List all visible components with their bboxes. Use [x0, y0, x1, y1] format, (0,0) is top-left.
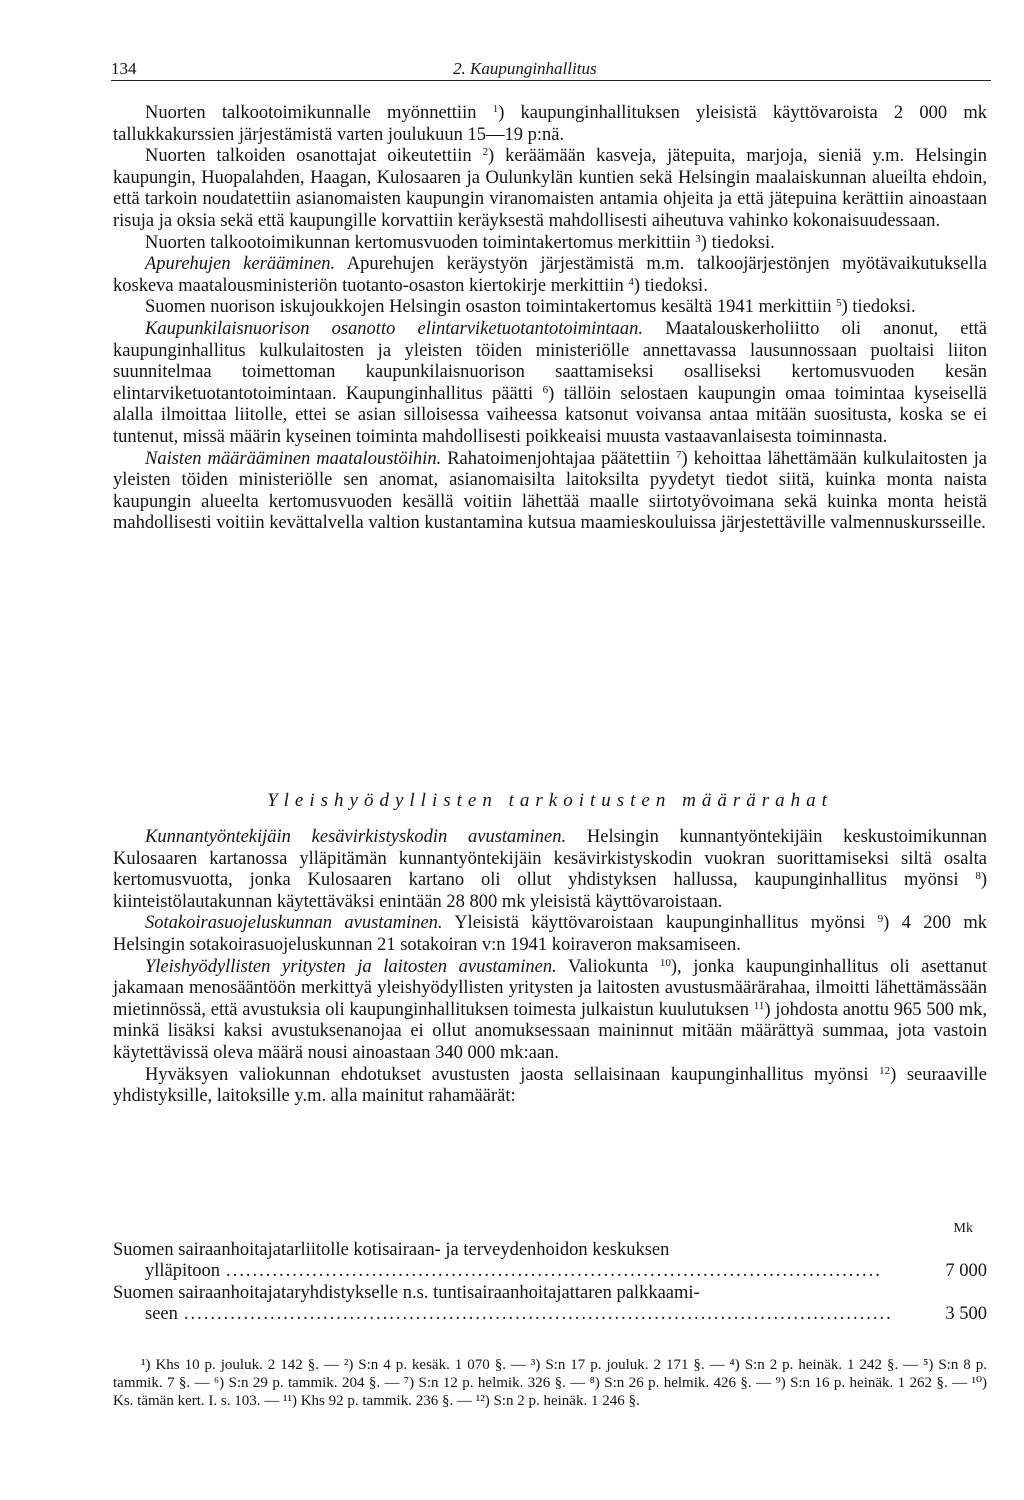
- leader-dots: ...................................................................................................: [226, 1261, 882, 1282]
- footnote-ref: 11: [753, 999, 765, 1012]
- footnote-ref: 3: [695, 232, 701, 245]
- footnote-ref: 6: [542, 383, 549, 396]
- text-run: ) johdosta anottu 965 500 mk, minkä lisäksi kaksi avustuksenanojaa ei ollut anomuksessaan maininnut mitään määrättyä summaa, jota vastoin käytettävissä oleva määrä nousi ainoastaan 340 000 mk:aan.: [113, 999, 987, 1063]
- text-run: Helsingin kunnantyöntekijäin keskustoimikunnan Kulosaaren kartanossa ylläpitämän kunnantyöntekijäin kesävirkistyskodin vuokran suorittamiseksi siltä osalta kertomusvuotta, jonka Kulosaaren kartano oli ollut yhdistyksen hallussa, kaupunginhallitus myönsi: [113, 827, 988, 891]
- italic-heading: Kaupunkilaisnuorison osanotto elintarviketuotantotoimintaan.: [145, 318, 644, 339]
- currency-unit-label: Mk: [953, 1221, 973, 1236]
- paragraph: [113, 319, 987, 449]
- italic-heading: Sotakoirasuojeluskunnan avustaminen.: [145, 913, 443, 934]
- body-text-bottom: [113, 827, 987, 1108]
- paragraph: [113, 297, 987, 319]
- text-run: ) kehoittaa lähettämään kulkulaitosten ja yleisten töiden ministeriölle sen anomat, asianomaisilta laitoksilta pyydetyt tiedot siitä, kuinka monta naista kaupungin alueelta kertomusvuoden kesällä voitiin lähettää maalle siirtotyövoimana sekä kuinka monta heistä mahdollisesti voitiin kevättalvella valtion kustantamina kutsua maamieskouluissa järjestettäville valmennuskursseille.: [113, 448, 988, 534]
- footnote-ref: 12: [879, 1064, 891, 1077]
- italic-heading: Kunnantyöntekijäin kesävirkistyskodin avustaminen.: [145, 827, 567, 847]
- grant-list: [113, 1218, 987, 1326]
- footnote-ref: 9: [877, 913, 884, 926]
- text-run: ) kaupunginhallituksen yleisistä käyttövaroista 2 000 mk tallukkakurssien järjestämistä varten joulukuun 15—19 p:nä.: [113, 103, 987, 145]
- italic-heading: Apurehujen kerääminen.: [145, 254, 336, 275]
- italic-heading: Naisten määrääminen maataloustöihin.: [145, 448, 442, 469]
- footnote-text: ¹) Khs 10 p. jouluk. 2 142 §. — ²) S:n 4 p. kesäk. 1 070 §. — ³) S:n 17 p. jouluk. 2 171 §. — ⁴) S:n 2 p. heinäk. 1 242 §. — ⁵) S:n 8 p. tammik. 7 §. — ⁶) S:n 29 p. tammik. 204 §. — ⁷) S:n 12 p. helmik. 326 §. — ⁸) S:n 26 p. helmik. 426 §. — ⁹) S:n 16 p. heinäk. 1 262 §. — ¹⁰) Ks. tämän kert. I. s. 103. — ¹¹) Khs 92 p. tammik. 236 §. — ¹²) S:n 2 p. heinäk. 1 246 §.: [113, 1357, 987, 1409]
- text-run: ) tiedoksi.: [700, 232, 775, 253]
- footnote-ref: 7: [676, 448, 682, 461]
- header-rule: [111, 80, 991, 81]
- paragraph: [113, 449, 987, 535]
- paragraph: [113, 1065, 987, 1108]
- text-run: ) seuraaville yhdistyksille, laitoksille y.m. alla mainitut rahamäärät:: [113, 1064, 987, 1107]
- grant-amount: 7 000: [945, 1261, 987, 1282]
- page-header: [111, 58, 991, 80]
- footnotes: [113, 1356, 987, 1410]
- text-run: ) tiedoksi.: [633, 275, 708, 296]
- footnote-ref: 1: [492, 103, 499, 115]
- grant-description-cont: ylläpitoon: [145, 1261, 221, 1282]
- text-run: Rahatoimenjohtajaa päätettiin: [441, 448, 676, 469]
- paragraph: [113, 103, 987, 146]
- italic-heading: Yleishyödyllisten yritysten ja laitosten avustaminen.: [145, 956, 557, 977]
- page-number: 134: [111, 59, 137, 78]
- footnote-ref: 10: [659, 956, 671, 969]
- body-text-top: [113, 103, 987, 535]
- text-run: Valiokunta: [556, 956, 660, 977]
- text-run: ) tällöin selostaen kaupungin omaa toimintaa kyseisellä alalla ilmoittaa liitolle, ettei se asian silloisessa vaiheessa katsonut voivansa antaa mitään suositusta, koska se ei tuntenut, missä määrin kyseinen toiminta mahdollisesti poikkeaisi muusta vastaavanlaisesta toiminnasta.: [113, 383, 987, 447]
- text-run: Suomen nuorison iskujoukkojen Helsingin osaston toimintakertomus kesältä 1941 merkittiin: [145, 297, 837, 318]
- footnote-ref: 8: [975, 870, 981, 883]
- grant-item: [113, 1240, 987, 1283]
- text-run: Hyväksyen valiokunnan ehdotukset avustusten jaosta sellaisinaan kaupunginhallitus myönsi: [145, 1064, 880, 1085]
- text-run: Nuorten talkootoimikunnalle myönnettiin: [145, 103, 493, 123]
- footnote-ref: 4: [628, 275, 634, 288]
- footnote-ref: 2: [482, 146, 489, 159]
- section-heading: Yleishyödyllisten tarkoitusten määrärahat: [267, 790, 833, 811]
- text-run: Apurehujen keräystyön järjestämistä m.m. talkoojärjestönjen myötävaikutuksella koskeva maatalousministeriön tuotanto-osaston kiertokirje merkittiin: [113, 254, 987, 296]
- grant-amount: 3 500: [945, 1304, 987, 1325]
- text-run: Nuorten talkoiden osanottajat oikeutettiin: [145, 146, 483, 167]
- text-run: ) keräämään kasveja, jätepuita, marjoja, sieniä y.m. Helsingin kaupungin, Huopalahden, Haagan, Kulosaaren ja Oulunkylän kuntien sekä Helsingin maalaiskunnan alueilta ehdoin, että tarkoin noudatettiin asianomaisten kaupungin viranomaisten antamia ohjeita ja että jätepuina kerättiin ainoastaan risuja ja oksia sekä että kaupungille korvattiin keräyksestä mahdollisesti aiheutuva vahinko kokonaisuudessaan.: [113, 146, 988, 231]
- paragraph: [113, 254, 987, 297]
- paragraph: [113, 913, 987, 956]
- footnote-ref: 5: [836, 297, 842, 310]
- paragraph: [113, 957, 987, 1065]
- grant-description: Suomen sairaanhoitajataryhdistykselle n.s. tuntisairaanhoitajattaren palkkaami-: [113, 1282, 700, 1303]
- text-run: ), jonka kaupunginhallitus oli asettanut jakamaan menosääntöön merkittyä yleishyödyllisten yritysten ja laitosten avustusmäärärahaa, ilmoitti lähettämässään mietinnössä, että avustuksia oli kaupunginhallituksen toimesta julkaistun kuulutuksen: [113, 956, 987, 1020]
- text-run: ) kiinteistölautakunnan käytettäväksi enintään 28 800 mk yleisistä käyttövaroistaan.: [113, 870, 987, 912]
- paragraph: [113, 827, 987, 913]
- grant-description-cont: seen: [145, 1304, 178, 1325]
- paragraph: [113, 233, 987, 255]
- grant-item: [113, 1283, 987, 1326]
- text-run: ) tiedoksi.: [841, 297, 916, 318]
- leader-dots: ...........................................................................................................: [183, 1304, 893, 1325]
- text-run: Yleisistä käyttövaroistaan kaupunginhallitus myönsi: [442, 913, 878, 934]
- running-title: 2. Kaupunginhallitus: [453, 59, 597, 78]
- grant-description: Suomen sairaanhoitajatarliitolle kotisairaan- ja terveydenhoidon keskuksen: [113, 1239, 670, 1260]
- text-run: Maatalouskerholiitto oli anonut, että kaupunginhallitus kulkulaitosten ja yleisten töiden ministeriölle annettavassa lausunnossaan puoltaisi liiton suunnitelmaa toimettoman kaupunkilaisnuorison saattamiseksi osalliseksi kertomusvuoden kesän elintarviketuotantotoimintaan. Kaupunginhallitus päätti: [113, 318, 987, 404]
- text-run: ) 4 200 mk Helsingin sotakoirasuojeluskunnan 21 sotakoiran v:n 1941 koiraveron maksamiseen.: [113, 913, 987, 955]
- paragraph: [113, 146, 987, 232]
- text-run: Nuorten talkootoimikunnan kertomusvuoden toimintakertomus merkittiin: [145, 232, 696, 253]
